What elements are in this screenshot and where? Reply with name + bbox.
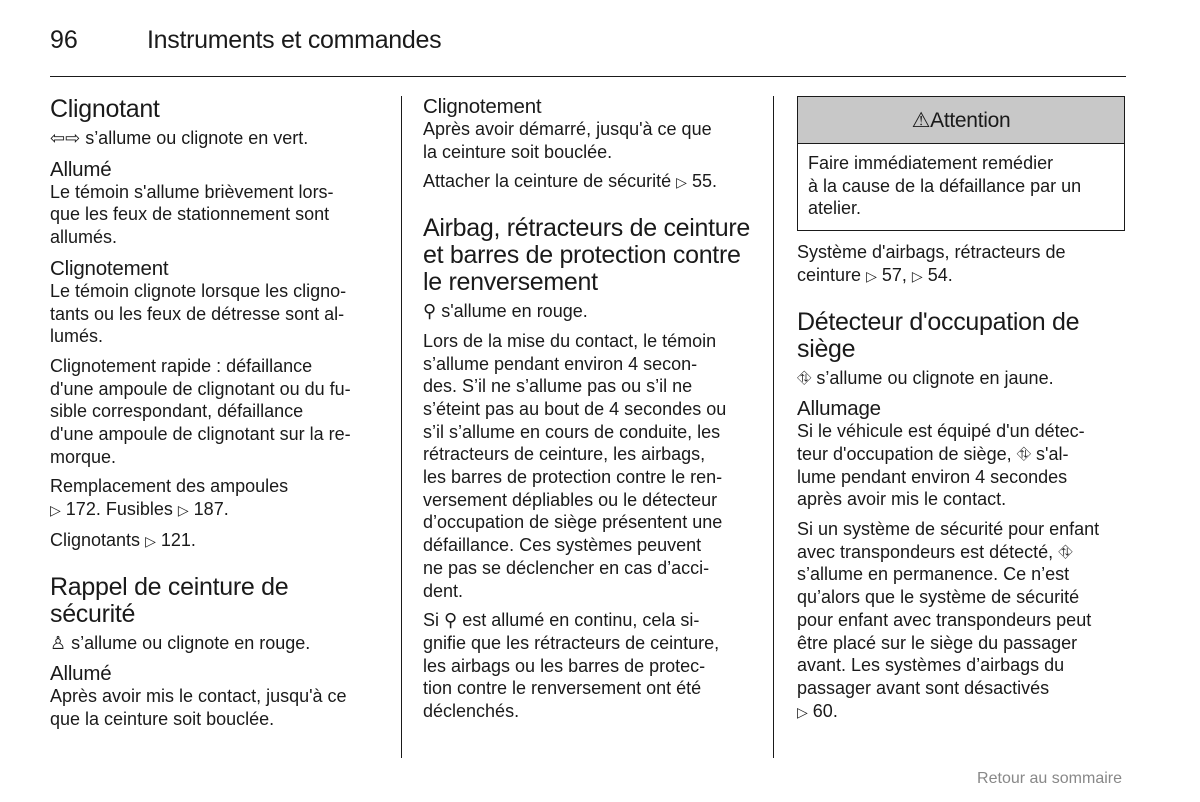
page-ref-arrow-icon: ▷ bbox=[866, 267, 877, 284]
paragraph-remplacement: Remplacement des ampoules ▷ 172. Fusibles ▷ 187. bbox=[50, 475, 380, 521]
paragraph-clignotants: Clignotants ▷ 121. bbox=[50, 529, 380, 553]
subheading-clignotement: Clignotement bbox=[423, 95, 542, 118]
subheading-allumage: Allumage bbox=[797, 397, 881, 421]
column-middle bbox=[423, 96, 753, 730]
chapter-title: Instruments et commandes bbox=[147, 26, 442, 54]
seat-occupancy-icon: ⛗ bbox=[797, 367, 812, 388]
link-retracteurs[interactable]: 54. bbox=[927, 264, 953, 285]
section-title-detecteur-occupation: Détecteur d'occupation de siège bbox=[797, 307, 1080, 363]
subheading-clignotement: Clignotement bbox=[50, 256, 169, 280]
seat-occupancy-icon: ⛗ bbox=[1058, 541, 1073, 562]
column-right bbox=[797, 96, 1127, 730]
column-divider bbox=[401, 96, 402, 758]
page-ref-arrow-icon: ▷ bbox=[676, 174, 687, 191]
paragraph-clignotement-rapide: Clignotement rapide : défaillance d'une ampoule de clignotant ou du fu- sible correspondant, défaillance d'une ampoule de clignotant sur la re- morque. bbox=[50, 355, 351, 467]
airbag-icon: ⚲ bbox=[423, 301, 437, 322]
paragraph-si-vehicule: Si le véhicule est équipé d'un détec- teur d'occupation de siège, ⛗ s'al- lume pendant environ 4 secondes après avoir mis le contact. bbox=[797, 421, 1085, 510]
airbag-intro: ⚲ s'allume en rouge. bbox=[423, 301, 588, 322]
subheading-allume: Allumé bbox=[50, 662, 112, 686]
warning-body: Faire immédiatement remédier à la cause de la défaillance par un atelier. bbox=[808, 153, 1082, 219]
seatbelt-icon: ♙ bbox=[50, 632, 67, 653]
paragraph-allume: Le témoin s'allume brièvement lors- que les feux de stationnement sont allumés. bbox=[50, 181, 334, 248]
subheading-allume: Allumé bbox=[50, 157, 112, 181]
page-ref-arrow-icon: ▷ bbox=[797, 703, 808, 720]
column-divider bbox=[773, 96, 774, 758]
airbag-icon: ⚲ bbox=[444, 610, 458, 631]
paragraph-ceinture-clignotement: Après avoir démarré, jusqu'à ce que la ceinture soit bouclée. bbox=[423, 119, 712, 162]
detecteur-intro: ⛗ s’allume ou clignote en jaune. bbox=[797, 367, 1054, 388]
paragraph-ceinture-allume: Après avoir mis le contact, jusqu'à ce que la ceinture soit bouclée. bbox=[50, 686, 347, 729]
section-title-airbag: Airbag, rétracteurs de ceinture et barres de protection contre le renversement bbox=[423, 214, 750, 297]
link-fusibles[interactable]: 187. bbox=[193, 499, 229, 520]
rappel-ceinture-intro: ♙ s’allume ou clignote en rouge. bbox=[50, 632, 311, 653]
paragraph-clignotement: Le témoin clignote lorsque les cligno- tants ou les feux de détresse sont al- lumés. bbox=[50, 280, 347, 347]
page-header bbox=[50, 24, 1126, 77]
paragraph-systeme-airbags: Système d'airbags, rétracteurs de ceinture ▷ 57, ▷ 54. bbox=[797, 241, 1127, 287]
section-title-clignotant: Clignotant bbox=[50, 95, 160, 123]
section-title-rappel-ceinture: Rappel de ceinture de sécurité bbox=[50, 572, 289, 628]
warning-header bbox=[798, 97, 1124, 144]
back-to-contents-link[interactable]: Retour au sommaire bbox=[977, 770, 1122, 787]
link-ampoules[interactable]: 172. Fusibles bbox=[65, 499, 173, 520]
page-ref-arrow-icon: ▷ bbox=[911, 267, 923, 284]
warning-title: Attention bbox=[930, 109, 1011, 132]
column-left bbox=[50, 96, 380, 738]
paragraph-attacher-ceinture: Attacher la ceinture de sécurité ▷ 55. bbox=[423, 170, 753, 194]
warning-triangle-icon: ⚠ bbox=[911, 109, 931, 132]
link-systeme-enfant[interactable]: 60. bbox=[812, 700, 838, 721]
page-ref-arrow-icon: ▷ bbox=[145, 532, 156, 549]
turn-signal-icon: ⇦⇨ bbox=[50, 128, 81, 148]
link-ceinture[interactable]: 55. bbox=[691, 171, 717, 192]
page-number: 96 bbox=[50, 26, 78, 54]
page-ref-arrow-icon: ▷ bbox=[50, 502, 61, 519]
link-clignotants[interactable]: 121. bbox=[160, 529, 196, 550]
seat-occupancy-icon: ⛗ bbox=[1016, 443, 1032, 464]
paragraph-airbag-mise-contact: Lors de la mise du contact, le témoin s’allume pendant environ 4 secon- des. S’il ne s’allume pas ou s’il ne s’éteint pas au bout de 4 secondes ou s’il s’allume en cours de conduite, les rétracteurs de ceinture, les airbags, les barres de protection contre le ren- versement dépliables ou le détecteur d’occupation de siège présentent une défaillance. Ces systèmes peuvent ne pas se déclencher en cas d’acci- dent. bbox=[423, 330, 727, 601]
paragraph-airbag-allume-continu: Si ⚲ est allumé en continu, cela si- gnifie que les rétracteurs de ceinture, les airbags ou les barres de protec- tion contre le renversement ont été déclenchés. bbox=[423, 610, 720, 722]
paragraph-si-systeme-enfant: Si un système de sécurité pour enfant avec transpondeurs est détecté, ⛗ s’allume en permanence. Ce n’est qu’alors que le système de sécurité pour enfant avec transpondeurs peut être placé sur le siège du passager avant. Les systèmes d’airbags du passager avant sont désactivés ▷ 60. bbox=[797, 518, 1127, 723]
warning-box bbox=[797, 96, 1125, 231]
link-airbags[interactable]: 57, bbox=[881, 264, 907, 285]
page-ref-arrow-icon: ▷ bbox=[177, 502, 189, 519]
clignotant-intro: ⇦⇨ s’allume ou clignote en vert. bbox=[50, 128, 309, 148]
